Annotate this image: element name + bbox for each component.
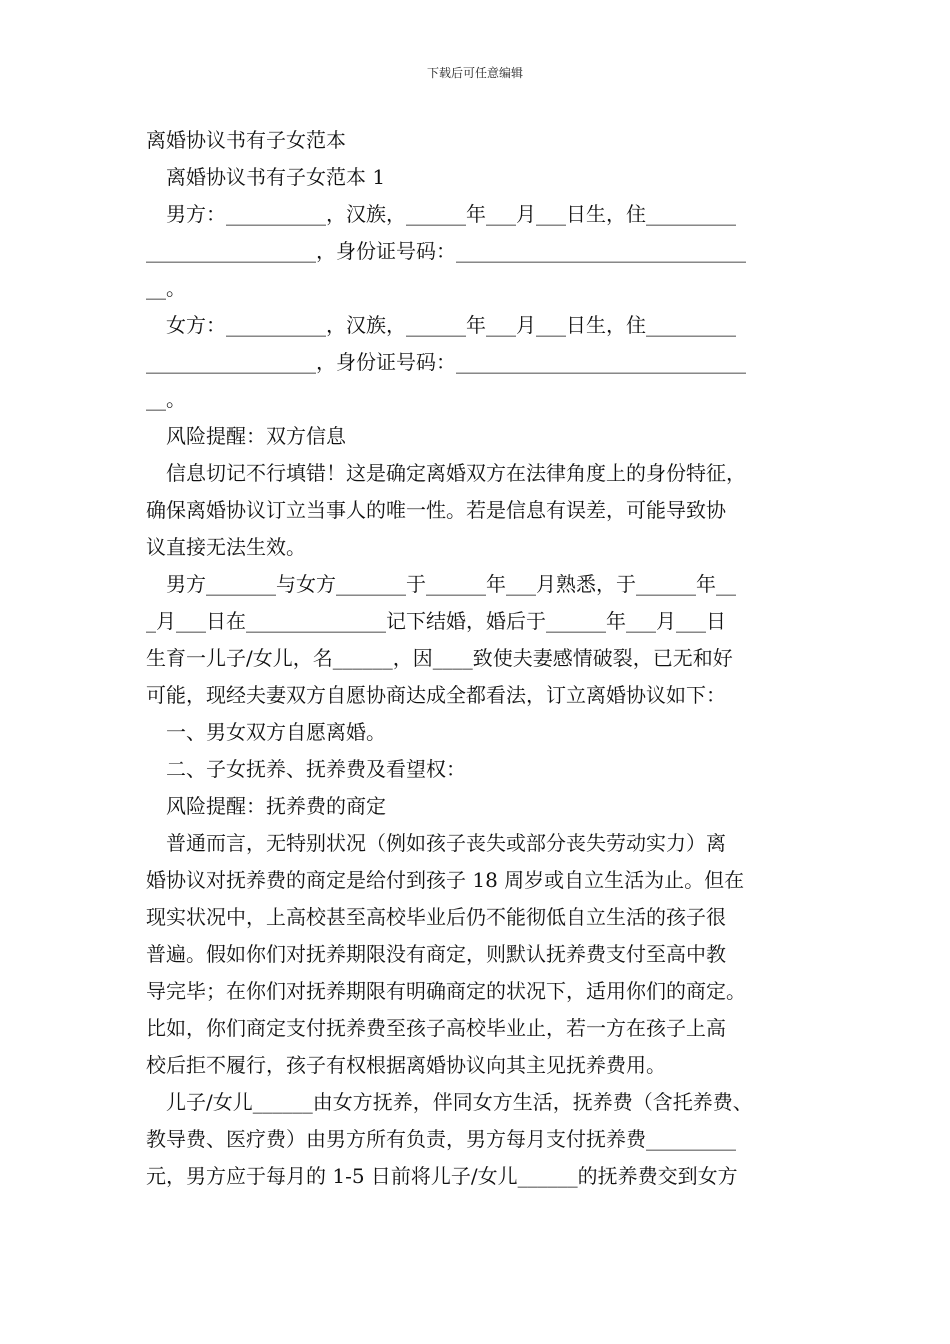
paragraph-line: 导完毕；在你们对抚养期限有明确商定的状况下，适用你们的商定。	[146, 979, 746, 1003]
paragraph-line: 现实状况中，上高校甚至高校毕业后仍不能彻低自立生活的孩子很	[146, 905, 726, 929]
paragraph-line: 元，男方应于每月的 1-5 日前将儿子/女儿______的抚养费交到女方	[146, 1164, 738, 1188]
paragraph-line: 确保离婚协议订立当事人的唯一性。若是信息有误差，可能导致协	[146, 498, 726, 522]
paragraph-line: 男方_______与女方_______于______年___月熟悉，于______年__	[166, 572, 736, 596]
risk-note-heading: 风险提醒：双方信息	[166, 424, 346, 448]
male-info-line: 男方：__________，汉族，______年___月___日生，住_________	[166, 202, 736, 226]
paragraph-line: 校后拒不履行，孩子有权根据离婚协议向其主见抚养费用。	[146, 1053, 666, 1077]
female-info-line: 女方：__________，汉族，______年___月___日生，住_________	[166, 313, 736, 337]
paragraph-line: 比如，你们商定支付抚养费至孩子高校毕业止，若一方在孩子上高	[146, 1016, 726, 1040]
doc-title: 离婚协议书有子女范本	[146, 128, 346, 152]
female-id-line: _________________，身份证号码：_____________________________	[146, 350, 746, 374]
clause-two: 二、子女抚养、抚养费及看望权：	[166, 757, 466, 781]
male-id-line: _________________，身份证号码：_____________________________	[146, 239, 746, 263]
paragraph-line: 儿子/女儿______由女方抚养，伴同女方生活，抚养费（含托养费、	[166, 1090, 753, 1114]
paragraph-line: 可能，现经夫妻双方自愿协商达成全都看法，订立离婚协议如下：	[146, 683, 726, 707]
risk-note-heading: 风险提醒：抚养费的商定	[166, 794, 386, 818]
paragraph-line: 生育一儿子/女儿，名______，因____致使夫妻感情破裂，已无和好	[146, 646, 733, 670]
paragraph-line: 信息切记不行填错！这是确定离婚双方在法律角度上的身份特征，	[166, 461, 746, 485]
paragraph-line: 议直接无法生效。	[146, 535, 306, 559]
male-info-end: __。	[146, 276, 186, 300]
clause-one: 一、男女双方自愿离婚。	[166, 720, 386, 744]
paragraph-line: 普通而言，无特别状况（例如孩子丧失或部分丧失劳动实力）离	[166, 831, 726, 855]
paragraph-line: 普遍。假如你们对抚养期限没有商定，则默认抚养费支付至高中教	[146, 942, 726, 966]
document-body	[146, 122, 810, 1195]
female-info-end: __。	[146, 387, 186, 411]
paragraph-line: 教导费、医疗费）由男方所有负责，男方每月支付抚养费_________	[146, 1127, 736, 1151]
paragraph-line: 婚协议对抚养费的商定是给付到孩子 18 周岁或自立生活为止。但在	[146, 868, 745, 892]
paragraph-line: _月___日在______________记下结婚，婚后于______年___月___日	[146, 609, 726, 633]
page-header: 下载后可任意编辑	[426, 66, 523, 80]
section-title: 离婚协议书有子女范本 1	[166, 165, 386, 189]
